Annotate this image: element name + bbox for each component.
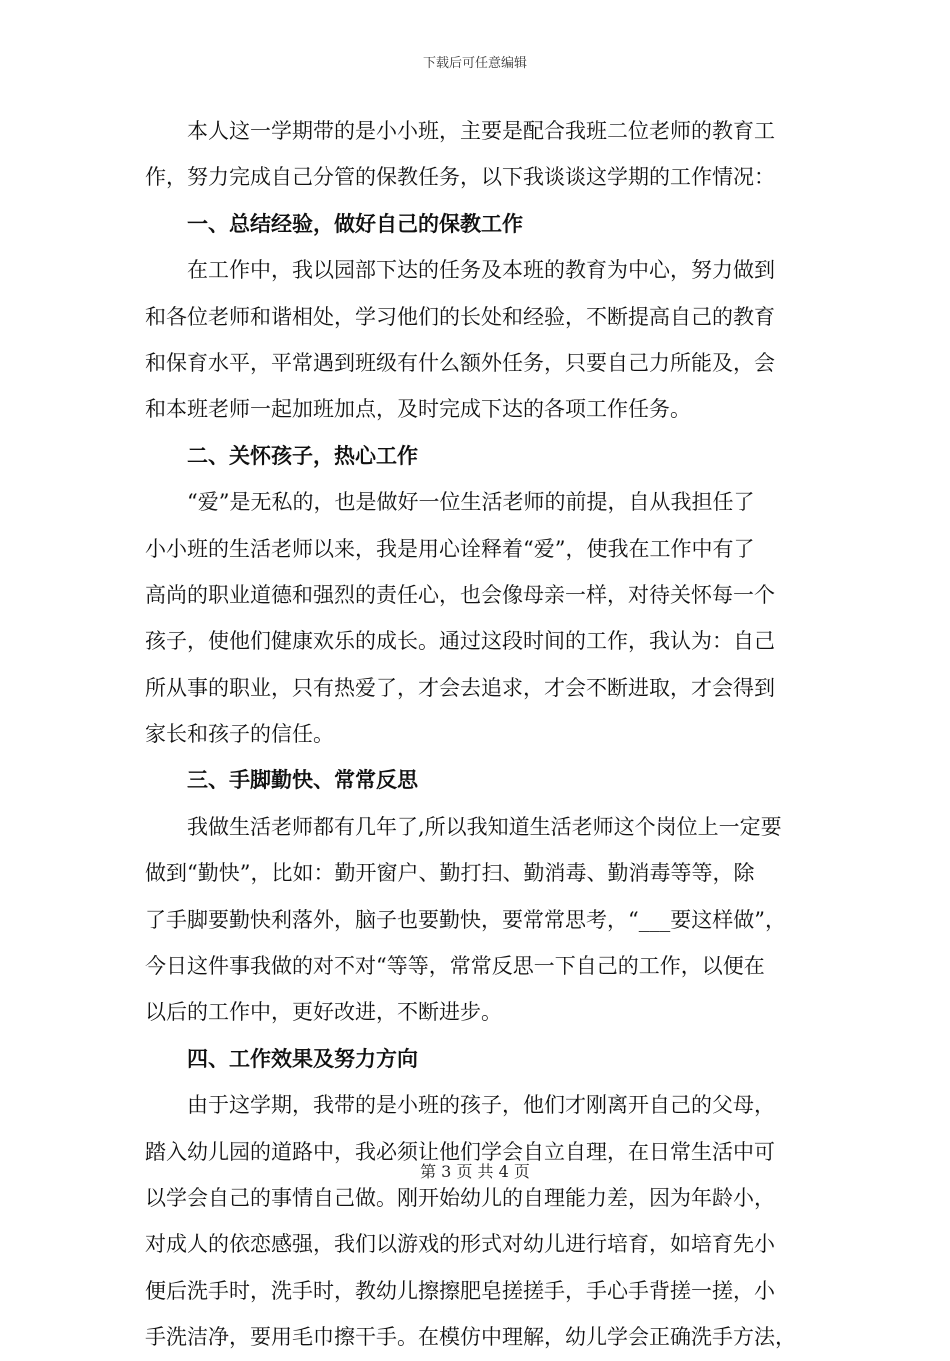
section-heading: 一、总结经验，做好自己的保教工作 xyxy=(187,210,523,236)
page-header: 下载后可任意编辑 xyxy=(422,56,527,71)
body-text-line: 和本班老师一起加班加点，及时完成下达的各项工作任务。 xyxy=(145,397,691,422)
body-text-line: 手洗洁净，要用毛巾擦干手。在模仿中理解，幼儿学会正确洗手方法， xyxy=(145,1325,796,1350)
body-text-line: 作，努力完成自己分管的保教任务，以下我谈谈这学期的工作情况： xyxy=(145,165,775,190)
body-text-line: 小小班的生活老师以来，我是用心诠释着“爱”，使我在工作中有了 xyxy=(145,536,755,561)
body-text-line: “爱”是无私的，也是做好一位生活老师的前提，自从我担任了 xyxy=(187,490,755,515)
section-heading: 四、工作效果及努力方向 xyxy=(187,1045,418,1071)
body-text-line: 家长和孩子的信任。 xyxy=(145,722,334,747)
body-text-line: 由于这学期，我带的是小班的孩子，他们才刚离开自己的父母， xyxy=(187,1093,775,1118)
body-text-line: 了手脚要勤快利落外，脑子也要勤快，要常常思考，“___要这样做”， xyxy=(145,907,786,932)
body-text-line: 孩子，使他们健康欢乐的成长。通过这段时间的工作，我认为：自己 xyxy=(145,629,775,654)
body-text-line: 在工作中，我以园部下达的任务及本班的教育为中心，努力做到 xyxy=(187,258,775,283)
page-number-footer: 第 3 页 共 4 页 xyxy=(420,1162,530,1181)
section-heading: 二、关怀孩子，热心工作 xyxy=(187,442,418,468)
body-text-line: 今日这件事我做的对不对“等等，常常反思一下自己的工作，以便在 xyxy=(145,954,765,979)
body-text-line: 所从事的职业，只有热爱了，才会去追求，才会不断进取，才会得到 xyxy=(145,675,775,700)
body-text-line: 高尚的职业道德和强烈的责任心，也会像母亲一样，对待关怀每一个 xyxy=(145,582,775,607)
body-text-line: 便后洗手时，洗手时，教幼儿擦擦肥皂搓搓手，手心手背搓一搓，小 xyxy=(145,1278,775,1303)
body-text-line: 我做生活老师都有几年了,所以我知道生活老师这个岗位上一定要 xyxy=(187,814,782,839)
body-text-line: 对成人的依恋感强，我们以游戏的形式对幼儿进行培育，如培育先小 xyxy=(145,1232,775,1257)
body-text-line: 本人这一学期带的是小小班，主要是配合我班二位老师的教育工 xyxy=(187,119,775,143)
body-text-line: 和各位老师和谐相处，学习他们的长处和经验，不断提高自己的教育 xyxy=(145,304,775,329)
body-text-line: 踏入幼儿园的道路中，我必须让他们学会自立自理，在日常生活中可 xyxy=(145,1139,775,1164)
body-text-line: 以学会自己的事情自己做。刚开始幼儿的自理能力差，因为年龄小， xyxy=(145,1185,775,1210)
section-heading: 三、手脚勤快、常常反思 xyxy=(187,767,418,793)
body-text-line: 以后的工作中，更好改进，不断进步。 xyxy=(145,1000,502,1025)
body-text-line: 做到“勤快”，比如：勤开窗户、勤打扫、勤消毒、勤消毒等等，除 xyxy=(145,861,755,886)
body-text-line: 和保育水平，平常遇到班级有什么额外任务，只要自己力所能及，会 xyxy=(145,350,775,375)
